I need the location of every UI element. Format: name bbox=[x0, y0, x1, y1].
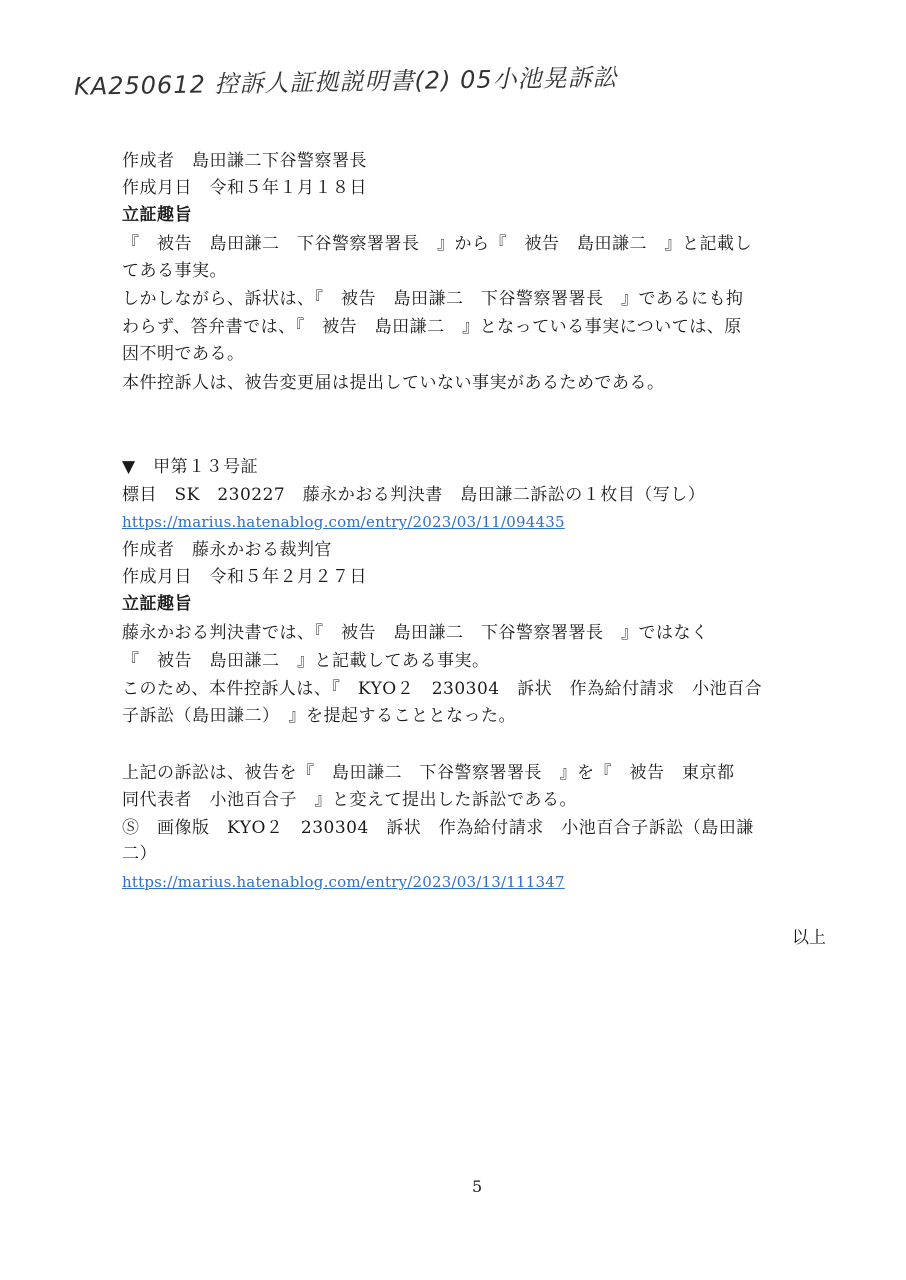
exhibit-title-line: 標目 SK 230227 藤永かおる判決書 島田謙二訴訟の１枚目（写し） bbox=[122, 485, 706, 505]
purpose-heading: 立証趣旨 bbox=[122, 205, 192, 225]
exhibit-link-container bbox=[122, 511, 565, 533]
body-line: 上記の訴訟は、被告を『 島田謙二 下谷警察署署長 』を『 被告 東京都 bbox=[122, 763, 735, 783]
body-line: 藤永かおる判決書では、『 被告 島田謙二 下谷警察署署長 』ではなく bbox=[122, 623, 709, 643]
exhibit-link-container bbox=[122, 871, 565, 893]
handwritten-title: KA250612 控訴人証拠説明書(2) 05小池晃訴訟 bbox=[73, 63, 618, 101]
body-line: 『 被告 島田謙二 下谷警察署署長 』から『 被告 島田謙二 』と記載し bbox=[122, 234, 752, 254]
body-line: Ⓢ 画像版 KYO２ 230304 訴状 作為給付請求 小池百合子訴訟（島田謙 bbox=[122, 818, 754, 838]
purpose-heading: 立証趣旨 bbox=[122, 594, 192, 614]
exhibit-link[interactable]: https://marius.hatenablog.com/entry/2023/03/11/094435 bbox=[122, 513, 565, 531]
body-line: 『 被告 島田謙二 』と記載してある事実。 bbox=[122, 651, 490, 671]
body-line: 二） bbox=[122, 844, 157, 864]
body-line: 因不明である。 bbox=[122, 344, 245, 364]
body-line: てある事実。 bbox=[122, 261, 227, 281]
body-line: しかしながら、訴状は、『 被告 島田謙二 下谷警察署署長 』であるにも拘 bbox=[122, 289, 744, 309]
page-number: 5 bbox=[472, 1177, 483, 1196]
closing-text: 以上 bbox=[792, 928, 826, 948]
body-line: このため、本件控訴人は、『 KYO２ 230304 訴状 作為給付請求 小池百合 bbox=[122, 679, 763, 699]
body-line: 同代表者 小池百合子 』と変えて提出した訴訟である。 bbox=[122, 790, 577, 810]
date-line: 作成月日 令和５年２月２７日 bbox=[122, 567, 367, 587]
author-line: 作成者 藤永かおる裁判官 bbox=[122, 540, 332, 560]
exhibit-link[interactable]: https://marius.hatenablog.com/entry/2023/03/13/111347 bbox=[122, 873, 565, 891]
body-line: わらず、答弁書では、『 被告 島田謙二 』となっている事実については、原 bbox=[122, 317, 742, 337]
date-line: 作成月日 令和５年１月１８日 bbox=[122, 178, 367, 198]
body-line: 子訴訟（島田謙二） 』を提起することとなった。 bbox=[122, 706, 516, 726]
body-line: 本件控訴人は、被告変更届は提出していない事実があるためである。 bbox=[122, 373, 665, 393]
author-line: 作成者 島田謙二下谷警察署長 bbox=[122, 151, 367, 171]
exhibit-heading: ▼ 甲第１３号証 bbox=[122, 457, 259, 477]
